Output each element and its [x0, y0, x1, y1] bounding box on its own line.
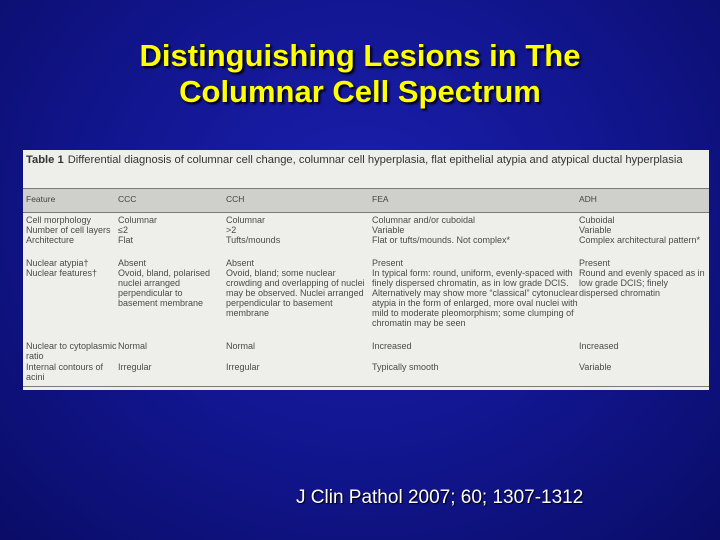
slide-title-line-1: Distinguishing Lesions in The	[139, 38, 581, 73]
table-cell: Variable	[579, 362, 612, 372]
table-cell: Columnar and/or cuboidal	[372, 215, 476, 225]
table-cell: Columnar	[226, 215, 266, 225]
slide-title-line-2: Columnar Cell Spectrum	[179, 74, 541, 109]
table-label: Table 1	[26, 154, 64, 166]
slide-title	[0, 38, 720, 110]
table-header-cch: CCH	[226, 194, 245, 204]
table-cell: Flat	[118, 235, 134, 245]
table-cell: ≤2	[118, 225, 128, 235]
table-bottom-rule	[23, 386, 709, 387]
table-cell: Columnar	[118, 215, 158, 225]
table-top-rule	[23, 188, 709, 189]
table-cell: Absent	[118, 258, 147, 268]
table-caption-text: Differential diagnosis of columnar cell change, columnar cell hyperplasia, flat epithelial atypia and atypical ductal hyperplasia	[67, 154, 683, 166]
table-cell: Normal	[118, 341, 148, 351]
table-cell: Typically smooth	[372, 362, 439, 372]
table-cell: Nuclear to cytoplasmic ratio	[26, 341, 117, 361]
table-cell: Absent	[226, 258, 255, 268]
table-cell: Present	[372, 258, 404, 268]
table-cell: Cell morphology	[26, 215, 92, 225]
table-cell: Normal	[226, 341, 256, 351]
table-cell: Increased	[579, 341, 619, 351]
table-image	[23, 150, 709, 390]
table-header-ccc: CCC	[118, 194, 137, 204]
table-cell: Ovoid, bland; some nuclear crowding and overlapping of nuclei may be observed. Nuclei arranged perpendicular to basement membrane	[226, 268, 365, 318]
citation: J Clin Pathol 2007; 60; 1307-1312	[296, 487, 584, 508]
table-cell: Tufts/mounds	[226, 235, 281, 245]
table-cell: Cuboidal	[579, 215, 615, 225]
table-caption	[26, 154, 702, 167]
table-cell: Irregular	[226, 362, 260, 372]
table-cell: Number of cell layers	[26, 225, 111, 235]
table-cell: Internal contours of acini	[26, 362, 104, 382]
table-cell: Increased	[372, 341, 412, 351]
table-cell: Variable	[372, 225, 405, 235]
table-header-rule	[23, 212, 709, 213]
table-header-fea: FEA	[372, 194, 389, 204]
table-cell: Present	[579, 258, 611, 268]
table-cell: Nuclear features†	[26, 268, 98, 278]
table-header-adh: ADH	[579, 194, 597, 204]
table-cell: Nuclear atypia†	[26, 258, 89, 268]
table-cell: Architecture	[26, 235, 75, 245]
table-cell: Round and evenly spaced as in low grade DCIS; finely dispersed chromatin	[579, 268, 705, 298]
table-cell: >2	[226, 225, 237, 235]
table-cell: Ovoid, bland, polarised nuclei arranged perpendicular to basement membrane	[118, 268, 211, 308]
table-cell: Complex architectural pattern*	[579, 235, 701, 245]
table-cell: Flat or tufts/mounds. Not complex*	[372, 235, 511, 245]
table-header-feature: Feature	[26, 194, 56, 204]
table-cell: In typical form: round, uniform, evenly-spaced with finely dispersed chromatin, as in low grade DCIS. Alternatively may show more “classical” cytonuclear atypia in the form of enlarged, more oval nuclei with mild to moderate pleomorphism; some clumping of chromatin may be seen	[372, 268, 579, 328]
table-cell: Variable	[579, 225, 612, 235]
table-cell: Irregular	[118, 362, 152, 372]
